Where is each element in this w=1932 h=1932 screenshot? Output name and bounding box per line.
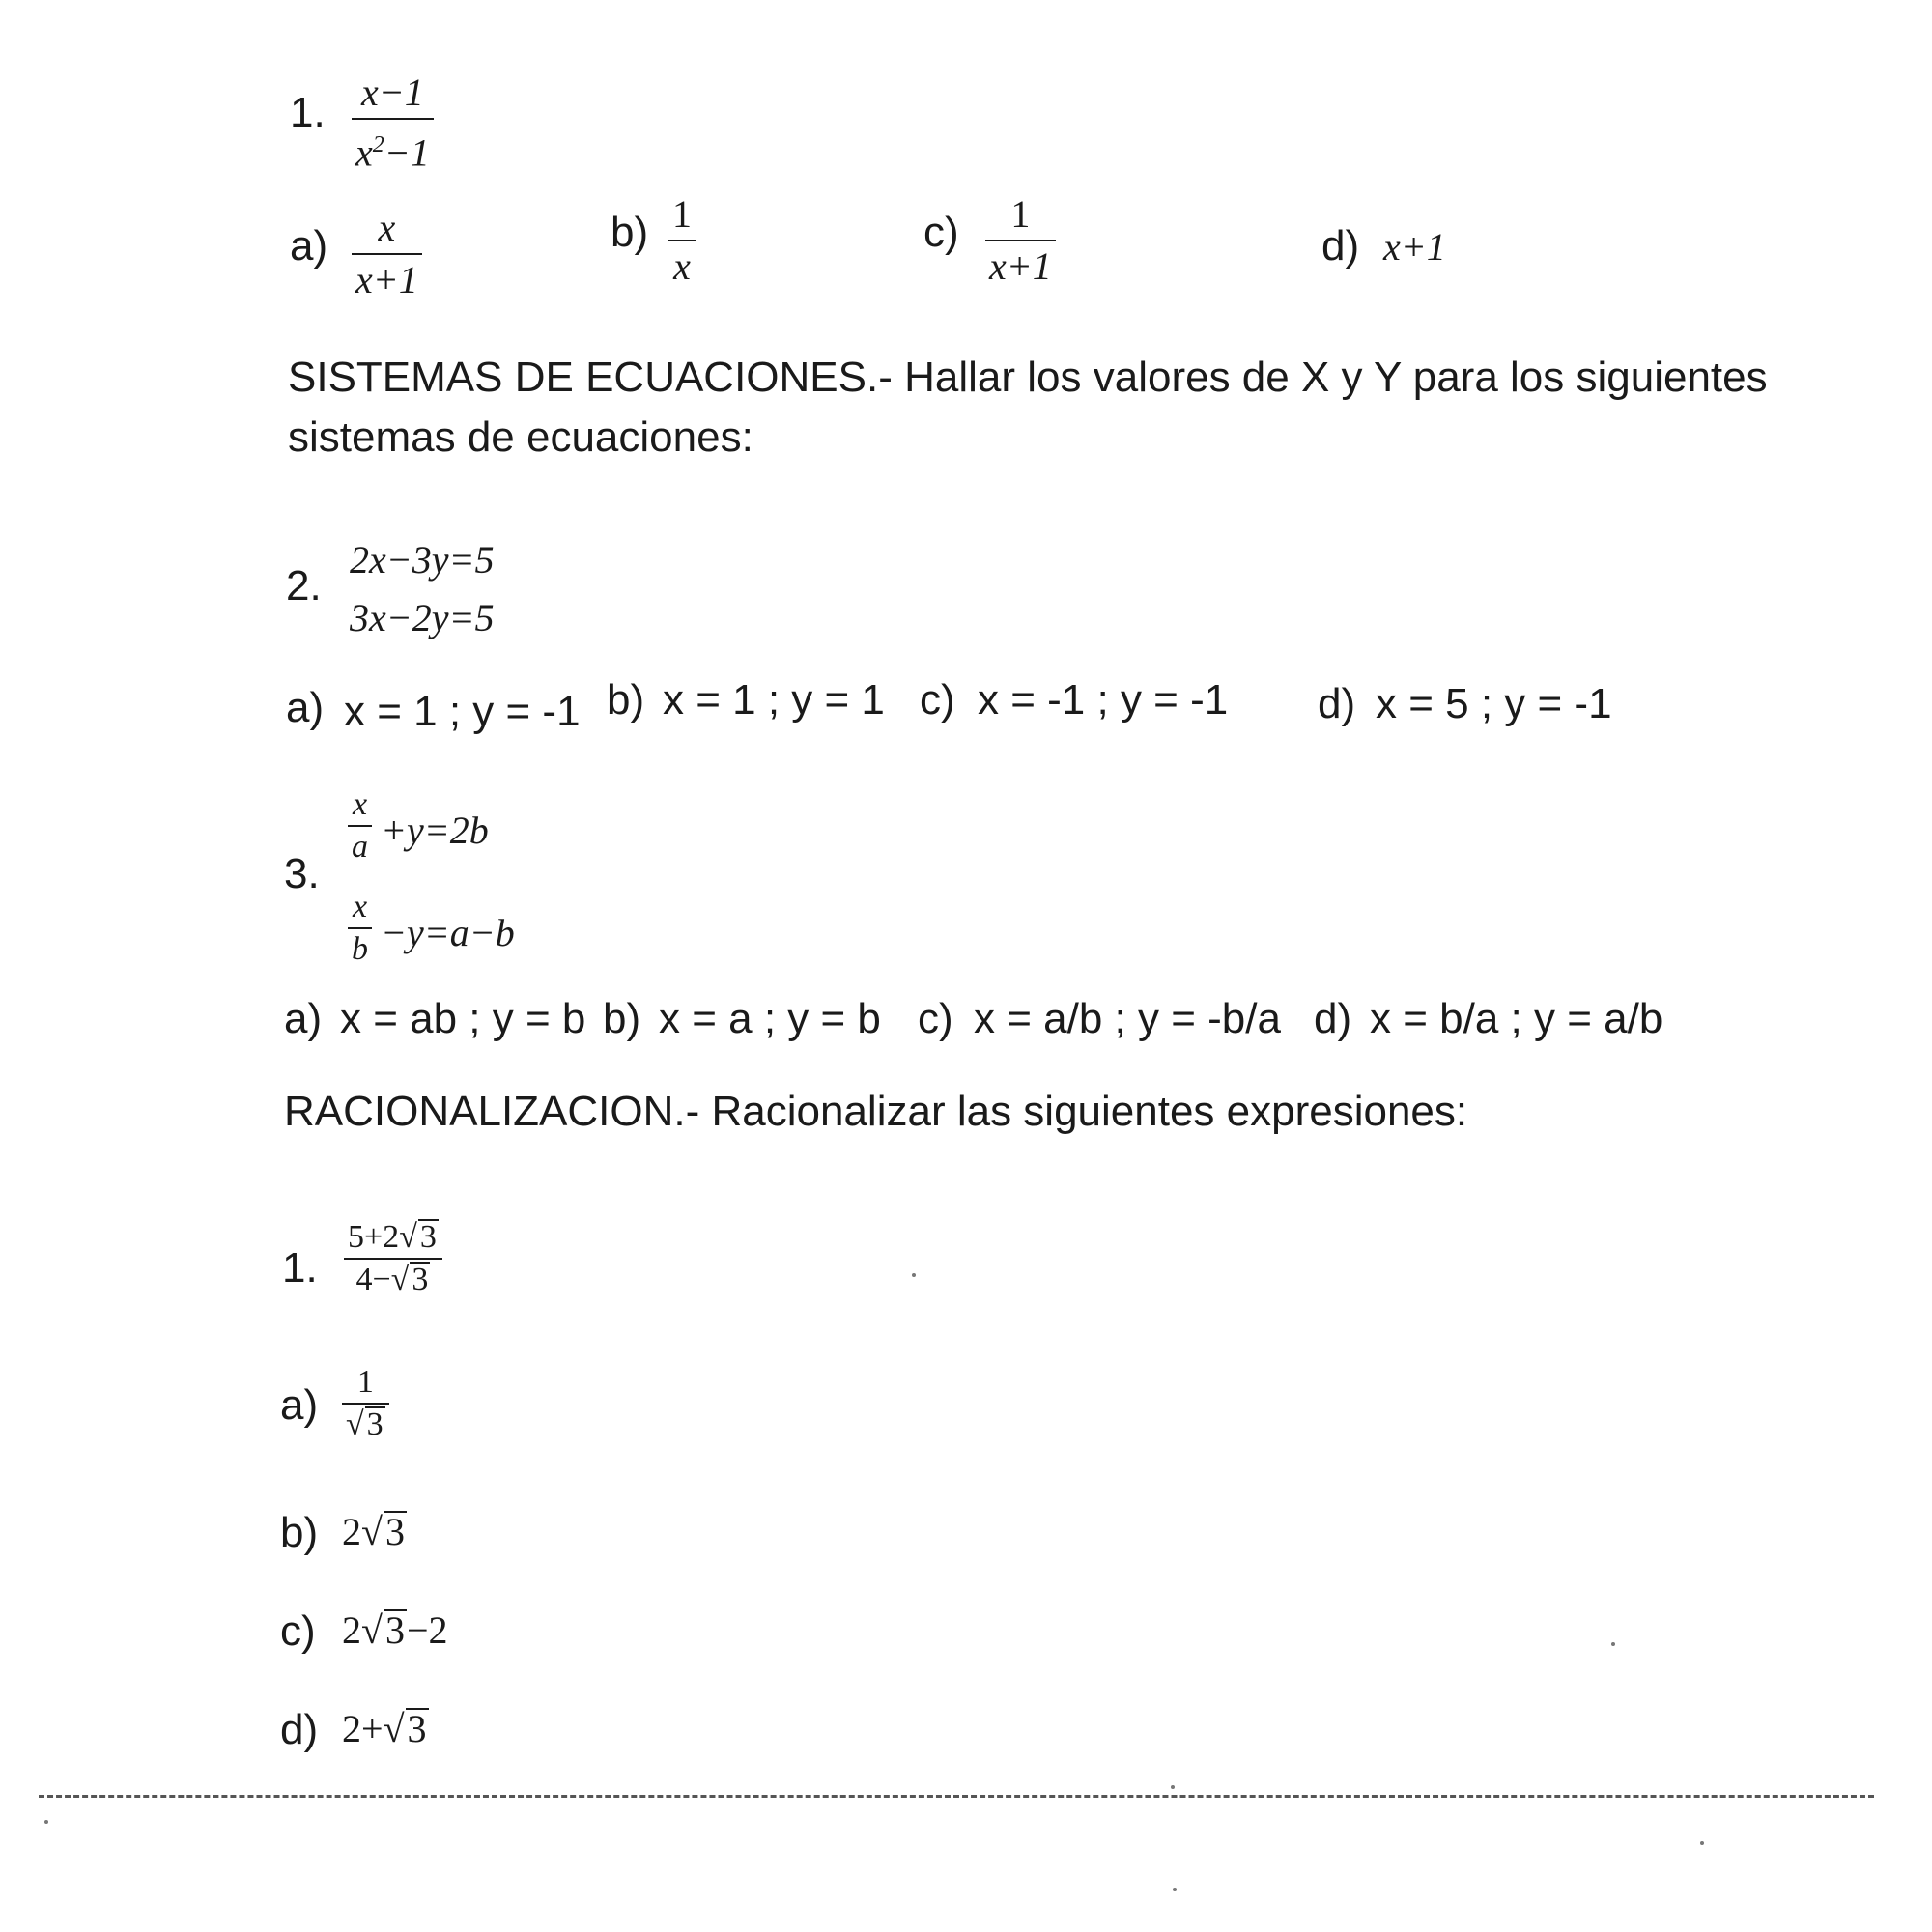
q3-option-a[interactable]: x = ab ; y = b (340, 995, 586, 1042)
scan-speck (1700, 1841, 1704, 1845)
rational-option-b[interactable]: 2√3 (342, 1510, 405, 1553)
rational-q1-number: 1. (282, 1244, 318, 1292)
q2-option-c-label: c) (920, 676, 955, 724)
q3-option-d[interactable]: x = b/a ; y = a/b (1370, 995, 1663, 1042)
fraction-bar (352, 118, 434, 120)
q1-option-b-label: b) (611, 209, 649, 256)
rational-option-a-label: a) (280, 1381, 319, 1429)
option-numerator: 1 (1010, 192, 1031, 236)
systems-heading-line1: SISTEMAS DE ECUACIONES.- Hallar los valores de X y Y para los siguientes (288, 354, 1768, 401)
fraction-bar (348, 927, 372, 929)
systems-heading-line2: sistemas de ecuaciones: (288, 413, 753, 461)
q1-option-d[interactable]: x+1 (1383, 225, 1446, 269)
scan-speck (1173, 1888, 1177, 1891)
q1-fraction (352, 70, 434, 176)
option-numerator: x (378, 206, 396, 249)
q3-eq1-fraction (348, 786, 372, 866)
fraction-denominator: b (352, 931, 368, 967)
q2-equation-2: 3x−2y=5 (350, 596, 495, 639)
fraction-bar (985, 240, 1056, 242)
cut-line-divider (39, 1795, 1874, 1798)
q2-option-a-label: a) (286, 684, 325, 731)
q1-denominator: $x^2-1$ (355, 130, 430, 175)
q3-option-d-label: d) (1314, 995, 1352, 1042)
option-denominator: x (673, 244, 691, 288)
scan-speck (1611, 1642, 1615, 1646)
q3-option-b[interactable]: x = a ; y = b (659, 995, 881, 1042)
q1-option-c[interactable] (985, 191, 1056, 290)
fraction-bar (344, 1258, 442, 1260)
fraction-numerator: x (352, 786, 368, 822)
option-denominator: √3 (346, 1406, 384, 1442)
fraction-bar (668, 240, 696, 242)
rational-q1-denominator: 4−√3 (355, 1262, 429, 1297)
option-denominator: x+1 (989, 244, 1052, 288)
scan-speck (44, 1820, 48, 1824)
q2-option-d-label: d) (1318, 680, 1356, 727)
q1-option-b[interactable] (668, 191, 696, 290)
q2-number: 2. (286, 562, 322, 610)
q3-option-c-label: c) (918, 995, 953, 1042)
q3-option-a-label: a) (284, 995, 323, 1042)
rational-option-b-label: b) (280, 1509, 319, 1556)
q3-equation-1-rest: +y=2b (381, 809, 489, 852)
fraction-bar (342, 1403, 389, 1405)
fraction-denominator: a (352, 829, 368, 865)
scan-speck (1171, 1785, 1175, 1789)
q3-option-c[interactable]: x = a/b ; y = -b/a (974, 995, 1281, 1042)
option-numerator: 1 (356, 1364, 374, 1400)
rational-option-a[interactable] (342, 1364, 389, 1443)
q3-equation-2-rest: −y=a−b (381, 911, 515, 954)
q1-number: 1. (290, 89, 326, 136)
q1-numerator: x−1 (361, 71, 424, 114)
q2-option-a[interactable]: x = 1 ; y = -1 (344, 688, 581, 735)
rational-option-c-label: c) (280, 1607, 316, 1655)
rational-option-c[interactable]: 2√3−2 (342, 1608, 448, 1652)
q2-equation-1: 2x−3y=5 (350, 538, 495, 582)
rational-q1-numerator: 5+2√3 (348, 1219, 437, 1255)
q2-option-c[interactable]: x = -1 ; y = -1 (978, 676, 1229, 724)
q3-option-b-label: b) (603, 995, 641, 1042)
q3-number: 3. (284, 850, 320, 897)
q1-option-c-label: c) (923, 209, 959, 256)
option-numerator: 1 (672, 192, 692, 236)
q3-eq2-fraction (348, 889, 372, 968)
q1-option-a-label: a) (290, 222, 328, 270)
rational-heading: RACIONALIZACION.- Racionalizar las siguientes expresiones: (284, 1088, 1468, 1135)
rational-option-d[interactable]: 2+√3 (342, 1707, 427, 1750)
fraction-numerator: x (352, 889, 368, 924)
q1-option-a[interactable] (352, 205, 422, 303)
option-denominator: x+1 (355, 258, 418, 301)
q2-option-b[interactable]: x = 1 ; y = 1 (663, 676, 885, 724)
fraction-bar (352, 253, 422, 255)
scan-speck (912, 1273, 916, 1277)
fraction-bar (348, 825, 372, 827)
q2-option-d[interactable]: x = 5 ; y = -1 (1376, 680, 1612, 727)
rational-q1-fraction (344, 1219, 442, 1298)
rational-option-d-label: d) (280, 1706, 319, 1753)
q1-option-d-label: d) (1321, 222, 1360, 270)
q2-option-b-label: b) (607, 676, 645, 724)
